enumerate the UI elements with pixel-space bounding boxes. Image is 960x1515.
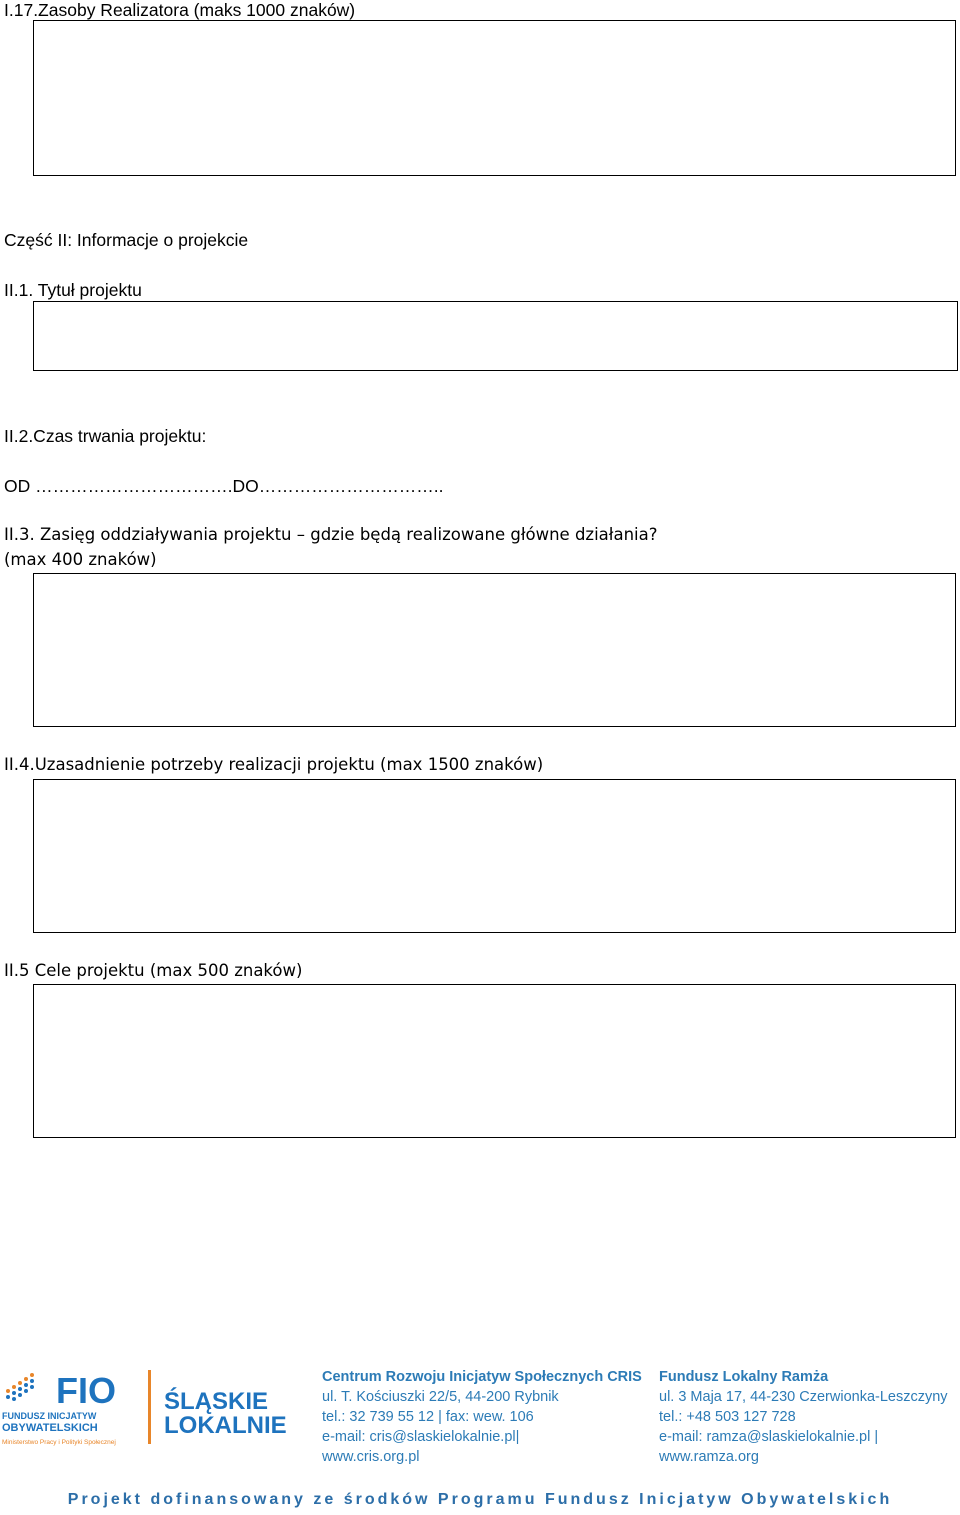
section-heading-ii3: II.3. Zasięg oddziaływania projektu – gdzie będą realizowane główne działania? — [4, 525, 658, 544]
footer-ramza-website[interactable]: www.ramza.org — [659, 1449, 759, 1465]
fio-logo-icon — [0, 1365, 300, 1450]
svg-text:ŚLĄSKIE: ŚLĄSKIE — [164, 1388, 269, 1415]
footer-ramza-address: ul. 3 Maja 17, 44-230 Czerwionka-Leszczyny — [659, 1389, 948, 1405]
funding-note: Projekt dofinansowany ze środków Programu Fundusz Inicjatyw Obywatelskich — [67, 1491, 893, 1508]
svg-text:OBYWATELSKICH: OBYWATELSKICH — [2, 1422, 98, 1434]
svg-text:LOKALNIE: LOKALNIE — [164, 1412, 287, 1439]
svg-text:FUNDUSZ INICJATYW: FUNDUSZ INICJATYW — [2, 1411, 97, 1421]
section-heading-ii5: II.5 Cele projektu (max 500 znaków) — [4, 961, 303, 980]
footer-cris-phone: tel.: 32 739 55 12 | fax: wew. 106 — [322, 1409, 534, 1425]
footer-ramza-email[interactable]: e-mail: ramza@slaskielokalnie.pl | — [659, 1429, 879, 1445]
footer-ramza-phone: tel.: +48 503 127 728 — [659, 1409, 796, 1425]
section-heading-ii3-limit: (max 400 znaków) — [4, 550, 157, 569]
section-heading-i17: I.17.Zasoby Realizatora (maks 1000 znaków) — [4, 0, 356, 20]
footer-logos — [0, 1365, 300, 1450]
footer-contact-ramza — [659, 1367, 948, 1467]
project-title-textbox[interactable] — [33, 301, 958, 371]
footer-ramza-title: Fundusz Lokalny Ramża — [659, 1369, 829, 1385]
project-dates-line[interactable]: OD …………………………….DO………………………….. — [4, 476, 444, 496]
section-heading-ii1: II.1. Tytuł projektu — [4, 280, 142, 300]
resources-textbox[interactable] — [33, 20, 956, 176]
project-goals-textbox[interactable] — [33, 984, 956, 1138]
footer-cris-email[interactable]: e-mail: cris@slaskielokalnie.pl| — [322, 1429, 520, 1445]
footer-cris-address: ul. T. Kościuszki 22/5, 44-200 Rybnik — [322, 1389, 559, 1405]
section-heading-ii4: II.4.Uzasadnienie potrzeby realizacji projektu (max 1500 znaków) — [4, 755, 544, 774]
part-ii-heading: Część II: Informacje o projekcie — [4, 230, 249, 250]
project-justification-textbox[interactable] — [33, 779, 956, 933]
footer-cris-title: Centrum Rozwoju Inicjatyw Społecznych CRIS — [322, 1369, 642, 1385]
section-heading-ii2: II.2.Czas trwania projektu: — [4, 426, 207, 446]
svg-text:FIO: FIO — [56, 1370, 116, 1411]
footer-cris-website[interactable]: www.cris.org.pl — [322, 1449, 420, 1465]
svg-text:Ministerstwo Pracy i Polityki: Ministerstwo Pracy i Polityki Społecznej — [2, 1439, 116, 1446]
footer-contact-cris — [322, 1367, 642, 1467]
project-scope-textbox[interactable] — [33, 573, 956, 727]
